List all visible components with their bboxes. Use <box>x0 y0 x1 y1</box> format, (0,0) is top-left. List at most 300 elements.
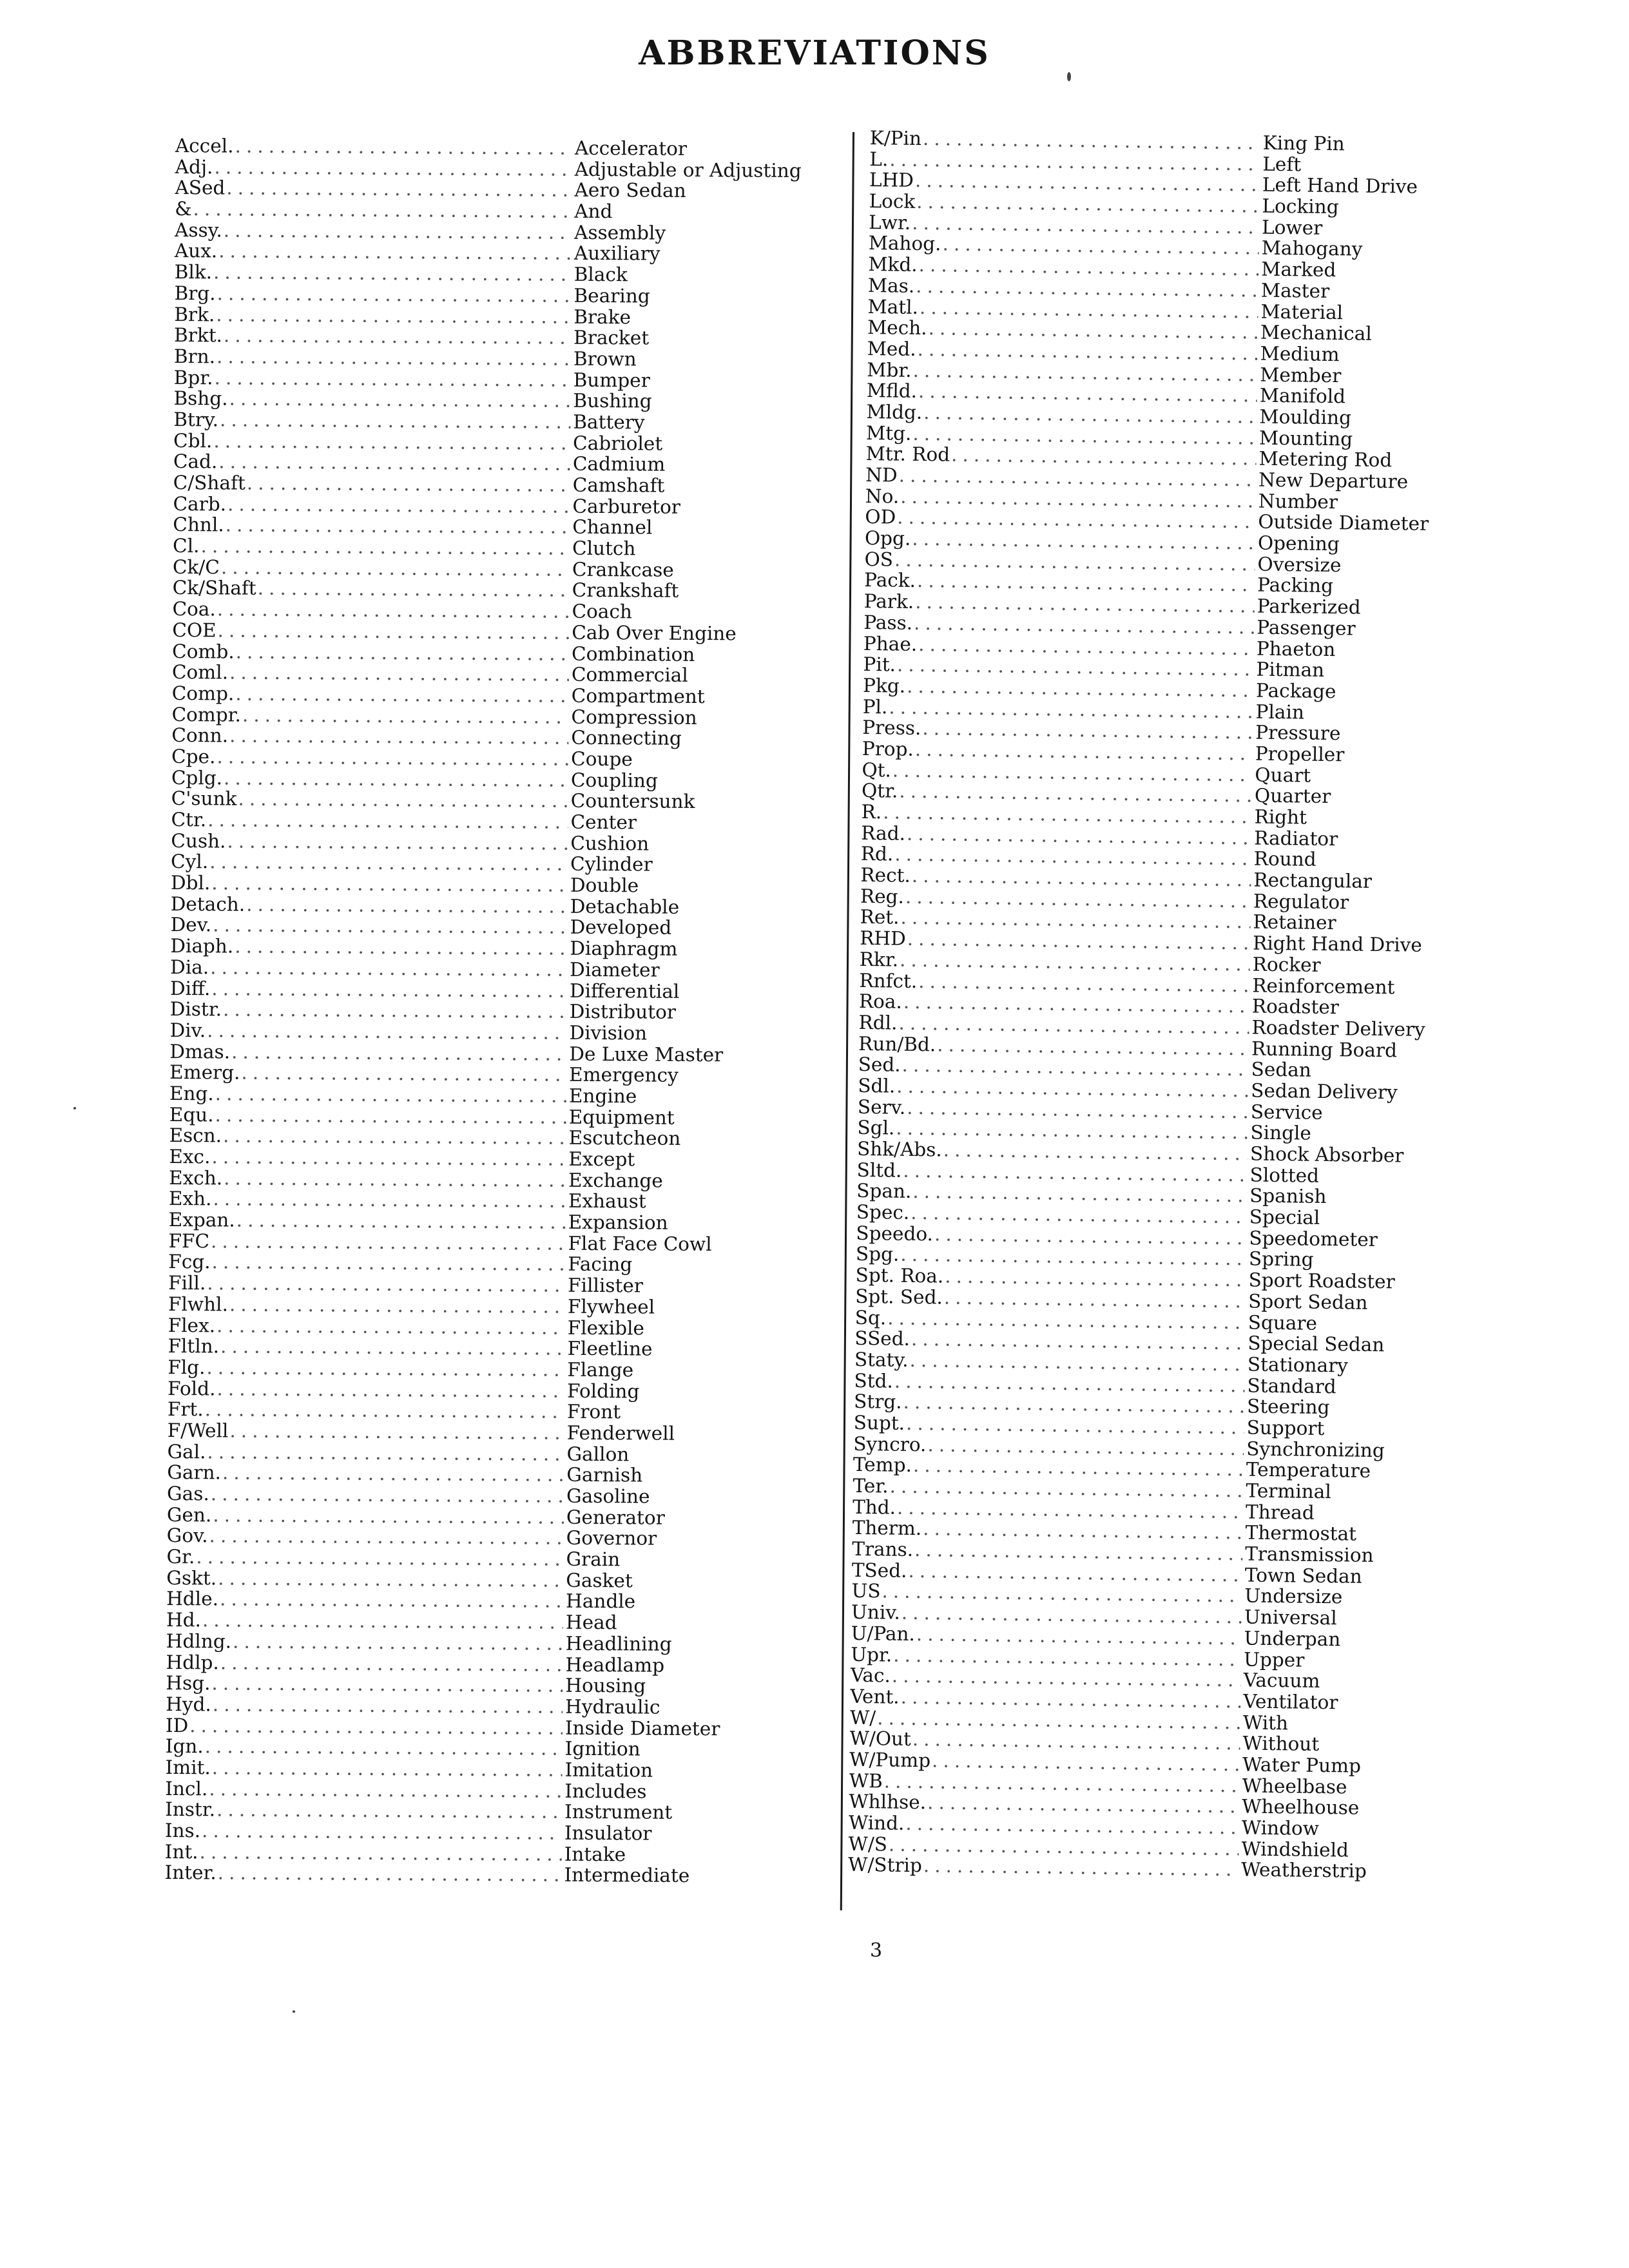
abbreviation-meaning: Square <box>1248 1311 1318 1334</box>
dot-leader <box>211 872 568 896</box>
abbreviation-term: Mahog. <box>868 232 941 255</box>
abbreviation-term: Cush. <box>171 829 226 852</box>
abbreviation-list-right <box>848 128 1463 1883</box>
dot-leader <box>205 1399 564 1423</box>
abbreviation-term: Syncro. <box>853 1432 927 1456</box>
abbreviation-term: Compr. <box>171 703 242 726</box>
dot-leader <box>207 1273 565 1296</box>
abbreviation-meaning: Instrument <box>564 1801 673 1824</box>
scan-speck <box>1067 72 1071 81</box>
abbreviation-term: Opg. <box>864 527 911 550</box>
dot-leader <box>209 852 568 875</box>
abbreviation-meaning: Sedan <box>1251 1058 1312 1081</box>
abbreviation-meaning: Diaphragm <box>570 937 678 960</box>
scan-speck <box>73 1107 76 1110</box>
abbreviation-meaning: Fillister <box>568 1274 643 1297</box>
abbreviation-meaning: Mounting <box>1258 427 1353 450</box>
abbreviation-term: Thd. <box>852 1495 896 1519</box>
abbreviation-meaning: Passenger <box>1257 616 1356 640</box>
dot-leader <box>231 1041 566 1064</box>
dot-leader <box>207 809 568 832</box>
abbreviation-term: Dmas. <box>169 1040 231 1063</box>
abbreviation-meaning: Cushion <box>570 832 650 855</box>
abbreviation-meaning: Spring <box>1248 1247 1314 1271</box>
abbreviation-term: W/ <box>849 1706 876 1729</box>
dot-leader <box>193 198 572 222</box>
abbreviation-term: Chnl. <box>173 514 224 536</box>
abbreviation-meaning: Connecting <box>571 727 682 750</box>
abbreviation-term: Coa. <box>172 598 216 620</box>
abbreviation-term: Imit. <box>165 1756 211 1779</box>
abbreviation-meaning: Master <box>1260 279 1330 302</box>
abbreviation-term: Spg. <box>855 1243 900 1266</box>
abbreviation-term: Pit. <box>863 653 896 676</box>
abbreviation-meaning: Support <box>1246 1416 1325 1439</box>
abbreviation-term: Sq. <box>854 1306 887 1329</box>
abbreviation-term: Rad. <box>861 822 906 845</box>
abbreviation-term: Rdl. <box>858 1011 898 1034</box>
dot-leader <box>258 578 570 601</box>
abbreviation-term: Supt. <box>853 1411 905 1434</box>
abbreviation-meaning: Temperature <box>1246 1458 1371 1483</box>
abbreviation-term: Strg. <box>853 1390 902 1414</box>
abbreviation-term: Carb. <box>173 492 227 515</box>
abbreviation-term: Qtr. <box>861 780 898 802</box>
abbreviation-term: Btry. <box>173 408 219 431</box>
dot-leader <box>236 1210 566 1233</box>
abbreviation-term: Ign. <box>165 1735 204 1758</box>
abbreviation-meaning: Differential <box>569 979 680 1003</box>
dot-leader <box>216 304 571 327</box>
abbreviation-term: Expan. <box>168 1209 235 1231</box>
abbreviation-meaning: Ventilator <box>1243 1690 1338 1714</box>
dot-leader <box>222 1463 564 1486</box>
abbreviation-term: Ck/Shaft <box>172 577 256 600</box>
abbreviation-meaning: Black <box>574 263 628 286</box>
abbreviation-meaning: Crankshaft <box>572 579 679 602</box>
abbreviation-term: LHD <box>869 169 914 192</box>
abbreviation-term: Fill. <box>168 1272 206 1294</box>
abbreviation-term: Gr. <box>166 1546 195 1568</box>
abbreviation-term: Mkd. <box>868 253 918 276</box>
abbreviation-term: Brn. <box>173 345 216 368</box>
abbreviation-meaning: Phaeton <box>1256 637 1336 660</box>
abbreviation-meaning: Inside Diameter <box>564 1716 720 1740</box>
abbreviation-meaning: Gasoline <box>566 1485 650 1508</box>
abbreviation-term: Emerg. <box>169 1061 240 1084</box>
dot-leader <box>220 409 570 432</box>
abbreviation-term: Ck/C <box>172 555 220 579</box>
abbreviation-meaning: Aero Sedan <box>574 179 686 202</box>
abbreviation-meaning: Bushing <box>573 390 652 412</box>
abbreviation-meaning: Grain <box>566 1548 621 1571</box>
abbreviation-meaning: Spanish <box>1249 1184 1327 1208</box>
abbreviation-meaning: Rocker <box>1252 953 1321 976</box>
abbreviation-term: Rd. <box>860 843 894 865</box>
dot-leader <box>229 1294 565 1317</box>
abbreviation-meaning: Shock Absorber <box>1249 1142 1404 1167</box>
abbreviation-meaning: And <box>574 200 613 223</box>
abbreviation-term: Brk. <box>174 303 215 325</box>
dot-leader <box>207 1441 564 1465</box>
abbreviation-meaning: Speedometer <box>1249 1227 1378 1251</box>
abbreviation-meaning: Bearing <box>574 284 650 307</box>
abbreviation-term: Lwr. <box>868 211 911 234</box>
page-number: 3 <box>870 1939 883 1962</box>
abbreviation-meaning: Round <box>1253 847 1316 871</box>
abbreviation-meaning: Lower <box>1261 216 1323 239</box>
abbreviation-term: Cplg. <box>171 766 223 789</box>
abbreviation-meaning: Gasket <box>566 1569 633 1592</box>
abbreviation-meaning: Sport Roadster <box>1248 1269 1395 1293</box>
abbreviation-term: K/Pin <box>869 127 922 150</box>
abbreviation-meaning: Diameter <box>569 958 660 981</box>
dot-leader <box>218 452 570 475</box>
abbreviation-meaning: Expansion <box>568 1211 668 1234</box>
abbreviation-term: Mech. <box>867 316 927 340</box>
abbreviation-term: COE <box>172 619 217 642</box>
abbreviation-meaning: Running Board <box>1251 1037 1398 1061</box>
abbreviation-term: No. <box>865 485 900 508</box>
abbreviation-term: Pkg. <box>862 674 906 697</box>
abbreviation-meaning: Material <box>1260 300 1344 323</box>
abbreviation-meaning: Weatherstrip <box>1240 1858 1367 1883</box>
dot-leader <box>241 1062 566 1086</box>
abbreviation-meaning: Packing <box>1257 574 1334 597</box>
abbreviation-term: Diaph. <box>170 935 234 957</box>
dot-leader <box>202 1820 562 1843</box>
abbreviation-term: U/Pan. <box>851 1622 916 1645</box>
abbreviation-term: W/S <box>848 1832 888 1856</box>
abbreviation-term: R. <box>861 800 882 823</box>
abbreviation-meaning: Sport Sedan <box>1248 1290 1368 1314</box>
abbreviation-meaning: Combination <box>571 642 695 666</box>
abbreviation-term: W/Out <box>849 1727 912 1751</box>
abbreviation-term: Rect. <box>860 863 911 887</box>
abbreviation-term: US <box>851 1580 881 1602</box>
abbreviation-meaning: Special <box>1249 1206 1320 1229</box>
abbreviation-meaning: Coach <box>572 600 633 623</box>
abbreviation-meaning: With <box>1242 1711 1289 1734</box>
abbreviation-meaning: Bumper <box>573 369 650 392</box>
dot-leader <box>224 767 568 791</box>
abbreviation-meaning: Single <box>1250 1121 1312 1145</box>
abbreviation-meaning: Distributor <box>569 1000 677 1023</box>
abbreviation-meaning: Moulding <box>1259 405 1352 429</box>
dot-leader <box>229 1420 564 1443</box>
abbreviation-term: Dia. <box>170 956 209 979</box>
dot-leader <box>196 1546 563 1570</box>
abbreviation-term: Detach. <box>170 892 246 916</box>
abbreviation-meaning: Compression <box>571 706 697 729</box>
abbreviation-term: Lock <box>869 190 916 213</box>
abbreviation-term: Pl. <box>862 695 888 718</box>
abbreviation-meaning: Exhaust <box>568 1190 646 1213</box>
abbreviation-meaning: Right Hand Drive <box>1252 932 1422 956</box>
abbreviation-meaning: Assembly <box>574 221 666 244</box>
abbreviation-term: Fltln. <box>168 1335 220 1358</box>
abbreviation-meaning: Synchronizing <box>1246 1437 1385 1461</box>
abbreviation-term: W/Strip <box>847 1854 923 1877</box>
abbreviation-meaning: Flywheel <box>567 1295 655 1318</box>
abbreviation-meaning: Bracket <box>573 326 650 349</box>
dot-leader <box>220 1336 565 1360</box>
abbreviation-term: Rnfct. <box>859 969 918 992</box>
abbreviation-meaning: Terminal <box>1246 1479 1332 1503</box>
dot-leader <box>238 789 568 812</box>
abbreviation-meaning: Plain <box>1255 700 1305 724</box>
abbreviation-meaning: Exchange <box>568 1169 663 1192</box>
abbreviation-term: ASed <box>175 177 226 199</box>
dot-leader <box>227 831 568 854</box>
abbreviation-term: Gal. <box>167 1440 206 1463</box>
abbreviation-meaning: Quart <box>1255 764 1311 787</box>
abbreviation-term: Temp. <box>853 1454 912 1477</box>
abbreviation-meaning: Generator <box>566 1506 665 1529</box>
abbreviation-term: Diff. <box>169 977 211 999</box>
abbreviation-meaning: Left <box>1262 153 1302 176</box>
dot-leader <box>213 262 572 285</box>
abbreviation-term: Comb. <box>172 640 235 663</box>
abbreviation-meaning: De Luxe Master <box>569 1043 724 1066</box>
abbreviation-term: ND <box>865 463 898 486</box>
dot-leader <box>224 325 571 349</box>
abbreviation-meaning: Vacuum <box>1243 1669 1320 1693</box>
abbreviation-meaning: Number <box>1258 490 1338 513</box>
abbreviation-meaning: Intermediate <box>564 1864 690 1887</box>
abbreviation-term: Roa. <box>858 990 903 1013</box>
abbreviation-meaning: Coupling <box>570 769 658 792</box>
abbreviation-term: Dev. <box>170 914 212 936</box>
dot-leader <box>209 1778 562 1802</box>
dot-leader <box>209 1526 563 1549</box>
abbreviation-term: Bshg. <box>173 387 228 410</box>
abbreviation-meaning: Facing <box>568 1253 633 1276</box>
abbreviation-meaning: Garnish <box>566 1464 643 1486</box>
abbreviation-meaning: Roadster <box>1251 995 1340 1019</box>
abbreviation-term: Garn. <box>167 1461 222 1484</box>
abbreviation-term: Mas. <box>867 274 915 297</box>
dot-leader <box>213 1504 564 1528</box>
abbreviation-meaning: Fenderwell <box>566 1421 675 1445</box>
page-title: ABBREVIATIONS <box>639 34 990 73</box>
abbreviation-term: Inter. <box>164 1861 217 1884</box>
abbreviation-term: Sltd. <box>856 1158 902 1182</box>
abbreviation-term: Park. <box>863 590 914 613</box>
abbreviation-term: Span. <box>856 1180 912 1203</box>
dot-leader <box>213 1694 563 1717</box>
abbreviation-term: Cpe. <box>171 745 216 768</box>
abbreviation-term: FFC <box>168 1229 210 1253</box>
abbreviation-meaning: Cylinder <box>570 853 653 876</box>
abbreviation-meaning: Accelerator <box>574 137 688 160</box>
abbreviation-meaning: Pressure <box>1255 721 1341 745</box>
abbreviation-term: Instr. <box>165 1798 216 1821</box>
abbreviation-term: Adj. <box>175 155 213 178</box>
abbreviation-meaning: Head <box>565 1611 617 1634</box>
dot-leader <box>212 1757 563 1780</box>
abbreviation-meaning: Manifold <box>1259 384 1346 408</box>
abbreviation-meaning: Propeller <box>1255 742 1345 766</box>
abbreviation-meaning: Window <box>1241 1816 1320 1840</box>
abbreviation-term: Blk. <box>174 261 213 284</box>
abbreviation-term: Univ. <box>851 1600 901 1624</box>
abbreviation-term: Frt. <box>167 1398 204 1421</box>
abbreviation-meaning: Compartment <box>571 684 705 707</box>
dot-leader <box>224 1168 566 1191</box>
abbreviation-meaning: Retainer <box>1253 911 1336 934</box>
abbreviation-term: Escn. <box>169 1124 222 1147</box>
abbreviation-term: RHD <box>859 927 906 950</box>
abbreviation-meaning: Radiator <box>1253 827 1338 850</box>
abbreviation-entry <box>164 1862 815 1887</box>
dot-leader <box>211 1252 565 1275</box>
abbreviation-meaning: Flat Face Cowl <box>568 1232 712 1255</box>
abbreviation-meaning: Mahogany <box>1261 237 1363 261</box>
dot-leader <box>229 662 569 686</box>
abbreviation-term: Run/Bd. <box>858 1032 936 1055</box>
dot-leader <box>226 515 570 538</box>
abbreviation-meaning: Left Hand Drive <box>1262 174 1418 198</box>
dot-leader <box>211 1673 563 1696</box>
abbreviation-meaning: Brake <box>574 305 631 328</box>
abbreviation-meaning: Reinforcement <box>1252 974 1395 998</box>
abbreviation-meaning: Front <box>566 1401 621 1423</box>
abbreviation-term: Press. <box>862 716 921 740</box>
abbreviation-meaning: Fleetline <box>567 1337 653 1360</box>
abbreviation-meaning: Thread <box>1245 1501 1315 1524</box>
abbreviation-term: Cad. <box>173 450 218 473</box>
abbreviation-meaning: Includes <box>564 1780 647 1803</box>
abbreviation-term: Flg. <box>168 1356 206 1379</box>
abbreviation-term: Spec. <box>856 1200 910 1224</box>
abbreviation-term: Ret. <box>860 906 900 929</box>
abbreviation-term: Vac. <box>850 1664 891 1687</box>
abbreviation-meaning: Opening <box>1257 532 1340 555</box>
dot-leader <box>220 1589 563 1612</box>
abbreviation-meaning: Escutcheon <box>568 1127 681 1150</box>
abbreviation-term: Spt. Roa. <box>855 1264 944 1287</box>
abbreviation-term: WB <box>849 1769 883 1792</box>
abbreviation-term: Pack. <box>863 569 916 592</box>
abbreviation-meaning: Intake <box>564 1843 626 1866</box>
dot-leader <box>235 683 569 706</box>
dot-leader <box>235 136 572 159</box>
abbreviation-meaning: Camshaft <box>572 474 665 497</box>
dot-leader <box>226 178 572 201</box>
abbreviation-term: W/Pump <box>849 1748 931 1772</box>
abbreviation-term: Wind. <box>848 1811 905 1834</box>
dot-leader <box>211 1483 564 1506</box>
abbreviation-term: Spt. Sed. <box>854 1285 943 1309</box>
abbreviation-term: Exch. <box>169 1166 223 1189</box>
abbreviation-meaning: Without <box>1242 1732 1320 1756</box>
abbreviation-term: Accel. <box>175 135 234 157</box>
abbreviation-term: Upr. <box>851 1643 892 1666</box>
abbreviation-meaning: Headlamp <box>565 1653 665 1677</box>
abbreviation-list-left <box>164 135 826 1887</box>
abbreviation-meaning: Flange <box>567 1358 634 1381</box>
abbreviation-meaning: Town Sedan <box>1244 1564 1362 1588</box>
dot-leader <box>223 999 567 1023</box>
dot-leader <box>215 1083 566 1106</box>
abbreviation-meaning: Countersunk <box>570 790 695 813</box>
abbreviation-term: Ctr. <box>171 808 207 831</box>
abbreviation-term: Std. <box>854 1369 894 1392</box>
dot-leader <box>217 1315 565 1338</box>
abbreviation-meaning: Thermostat <box>1245 1521 1357 1546</box>
abbreviation-meaning: Developed <box>570 916 672 939</box>
abbreviation-meaning: Headlining <box>565 1632 672 1655</box>
abbreviation-meaning: Carburetor <box>572 495 681 518</box>
abbreviation-meaning: Coupe <box>570 747 633 771</box>
abbreviation-term: Aux. <box>174 240 218 262</box>
abbreviation-meaning: Standard <box>1247 1374 1336 1398</box>
abbreviation-term: Bpr. <box>173 366 213 389</box>
abbreviation-term: Whlhse. <box>849 1791 927 1814</box>
abbreviation-meaning: Steering <box>1246 1395 1330 1419</box>
abbreviation-term: Comp. <box>171 682 235 705</box>
dot-leader <box>217 599 570 622</box>
abbreviation-term: Mfld. <box>866 380 918 403</box>
abbreviation-meaning: Locking <box>1262 195 1339 218</box>
abbreviation-meaning: Clutch <box>572 537 636 560</box>
abbreviation-term: Hdlp. <box>166 1651 219 1673</box>
dot-leader <box>224 220 572 243</box>
abbreviation-term: C/Shaft <box>173 471 246 494</box>
abbreviation-term: Hsg. <box>166 1672 211 1695</box>
dot-leader <box>217 1378 564 1401</box>
abbreviation-meaning: Right <box>1254 805 1307 829</box>
abbreviation-term: Brg. <box>174 282 216 305</box>
abbreviation-term: Reg. <box>860 885 905 908</box>
abbreviation-term: Mtr. Rod <box>865 443 950 466</box>
abbreviation-term: Staty. <box>854 1348 909 1371</box>
dot-leader <box>220 1652 563 1675</box>
abbreviation-term: L. <box>869 148 889 171</box>
abbreviation-term: OD <box>865 506 896 528</box>
abbreviation-term: Ins. <box>164 1819 201 1842</box>
abbreviation-meaning: Cadmium <box>572 453 666 476</box>
dot-leader <box>202 1610 563 1633</box>
dot-leader <box>200 1841 562 1865</box>
abbreviation-term: C'sunk <box>171 787 237 810</box>
abbreviation-term: Matl. <box>867 295 919 318</box>
dot-leader <box>207 1020 567 1043</box>
abbreviation-term: TSed. <box>851 1559 907 1582</box>
abbreviation-meaning: Member <box>1260 363 1342 387</box>
abbreviation-meaning: Cab Over Engine <box>572 621 737 645</box>
abbreviation-term: Sed. <box>858 1053 901 1076</box>
dot-leader <box>213 1189 566 1212</box>
abbreviation-meaning: Brown <box>573 347 637 370</box>
abbreviation-meaning: Detachable <box>570 895 680 918</box>
abbreviation-term: Gen. <box>166 1503 212 1526</box>
abbreviation-term: Exh. <box>168 1187 212 1210</box>
abbreviation-meaning: Governor <box>566 1527 657 1550</box>
abbreviation-term: Gskt. <box>166 1566 217 1590</box>
abbreviation-term: Eng. <box>169 1082 214 1105</box>
abbreviation-meaning: Marked <box>1261 258 1336 282</box>
abbreviation-meaning: Channel <box>572 516 653 539</box>
dot-leader <box>211 1146 566 1169</box>
abbreviation-term: OS <box>864 548 894 571</box>
abbreviation-meaning: Transmission <box>1245 1542 1374 1567</box>
dot-leader <box>923 1856 1239 1881</box>
abbreviation-term: Int. <box>164 1840 198 1863</box>
abbreviation-term: Flex. <box>168 1314 216 1336</box>
abbreviation-term: Flwhl. <box>168 1293 228 1316</box>
